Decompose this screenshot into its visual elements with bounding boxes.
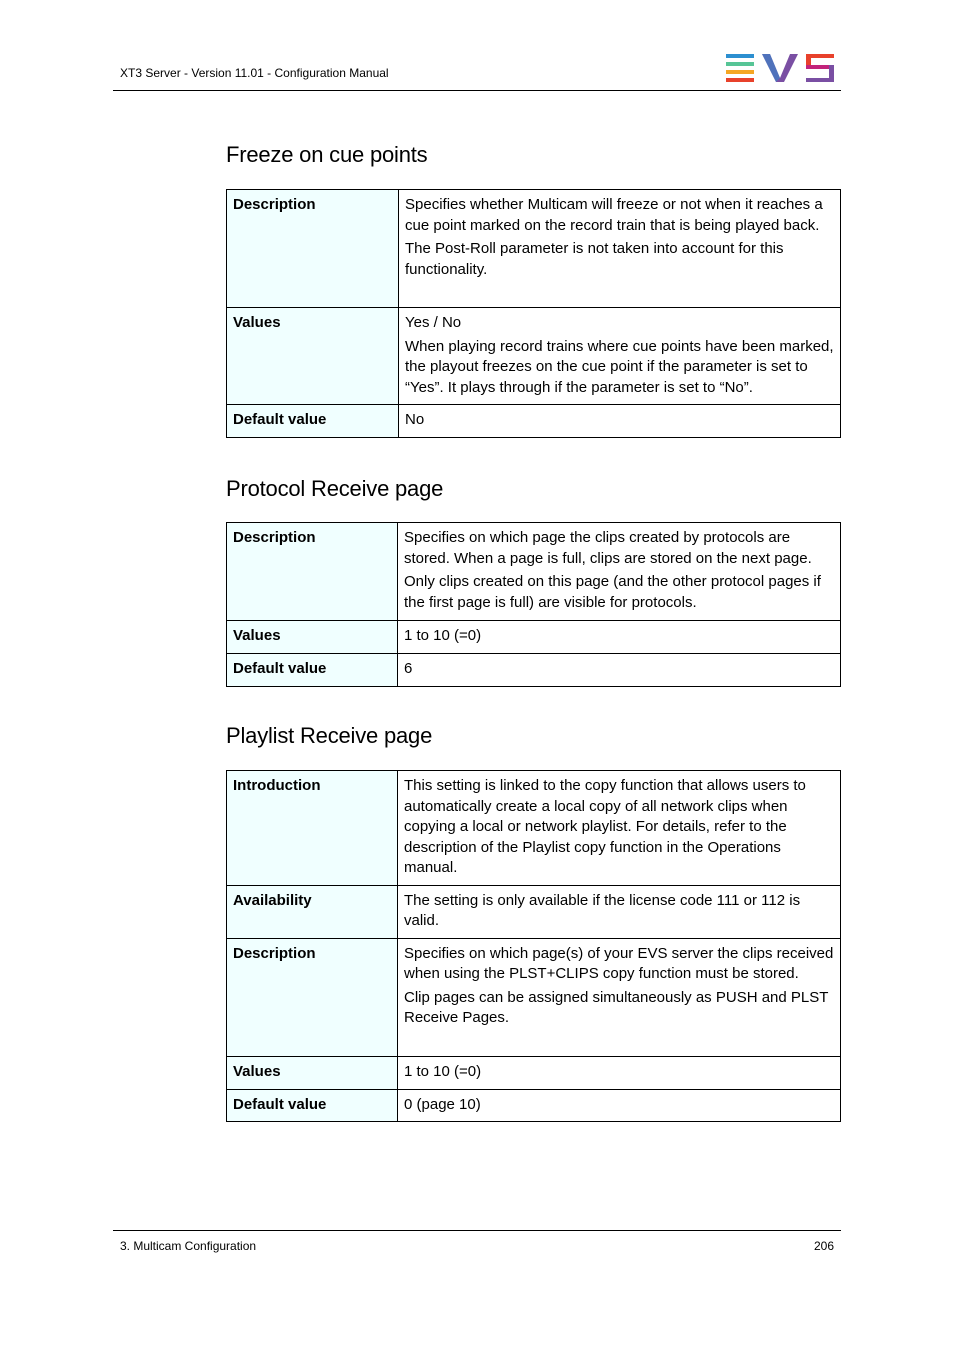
table-row [227, 190, 841, 308]
section-title-freeze-on-cue-points: Freeze on cue points [226, 142, 428, 167]
row-value [398, 523, 841, 621]
page-header [113, 54, 841, 91]
row-value [399, 308, 841, 405]
row-label: Description [227, 190, 399, 308]
row-value [399, 190, 841, 308]
row-label: Description [227, 523, 398, 621]
row-value [398, 1056, 841, 1089]
paragraph: Specifies whether Multicam will freeze or not when it reaches a cue point marked on the record train that is being played back. [405, 196, 823, 234]
paragraph: When playing record trains where cue points have been marked, the playout freezes on the cue point if the parameter is set to “Yes”. It plays through if the parameter is set to “No”. [405, 337, 834, 396]
section-title-protocol-receive-page: Protocol Receive page [226, 476, 444, 501]
paragraph: 1 to 10 (=0) [404, 627, 482, 644]
playlist-receive-page-table [226, 770, 841, 1122]
table-row [227, 771, 841, 886]
paragraph: The Post-Roll parameter is not taken into account for this functionality. [405, 240, 784, 278]
row-label: Values [227, 308, 399, 405]
row-label: Availability [227, 885, 398, 938]
table-row [227, 405, 841, 438]
row-label: Default value [227, 1089, 398, 1122]
row-value [398, 938, 841, 1056]
paragraph: Only clips created on this page (and the other protocol pages if the first page is full) are visible for protocols. [404, 573, 821, 611]
paragraph: Specifies on which page(s) of your EVS server the clips received when using the PLST+CLIPS copy function must be stored. [404, 944, 834, 982]
table-row [227, 653, 841, 686]
row-label: Introduction [227, 771, 398, 886]
paragraph: This setting is linked to the copy function that allows users to automatically create a local copy of all network clips when copying a local or network playlist. For details, refer to the description of the Playlist copy function in the Operations manual. [404, 777, 806, 876]
row-value [398, 621, 841, 654]
table-row [227, 523, 841, 621]
table-row [227, 938, 841, 1056]
protocol-receive-page-table [226, 522, 841, 687]
chapter-label: 3. Multicam Configuration [120, 1239, 257, 1253]
page-number: 206 [813, 1239, 834, 1253]
row-label: Values [227, 621, 398, 654]
row-value [399, 405, 841, 438]
paragraph: No [405, 411, 425, 428]
table-row [227, 621, 841, 654]
row-label: Description [227, 938, 398, 1056]
row-label: Values [227, 1056, 398, 1089]
table-row [227, 308, 841, 405]
paragraph: 1 to 10 (=0) [404, 1062, 482, 1080]
freeze-on-cue-points-table [226, 189, 841, 438]
row-value [398, 1089, 841, 1122]
paragraph: Yes / No [405, 314, 462, 331]
paragraph: 0 (page 10) [404, 1095, 481, 1113]
document-title: XT3 Server - Version 11.01 - Configuration Manual [120, 66, 389, 80]
paragraph: The setting is only available if the license code 111 or 112 is valid. [404, 891, 801, 929]
evs-logo [726, 54, 834, 82]
row-value [398, 885, 841, 938]
row-label: Default value [227, 405, 399, 438]
paragraph: Clip pages can be assigned simultaneously as PUSH and PLST Receive Pages. [404, 988, 829, 1026]
row-value [398, 771, 841, 886]
table-row [227, 1089, 841, 1122]
section-title-playlist-receive-page: Playlist Receive page [226, 723, 433, 748]
table-row [227, 885, 841, 938]
row-label: Default value [227, 653, 398, 686]
paragraph: 6 [404, 659, 413, 677]
page-footer [113, 1230, 841, 1253]
paragraph: Specifies on which page the clips created by protocols are stored. When a page is full, clips are stored on the next page. [404, 529, 812, 567]
row-value [398, 653, 841, 686]
table-row [227, 1056, 841, 1089]
